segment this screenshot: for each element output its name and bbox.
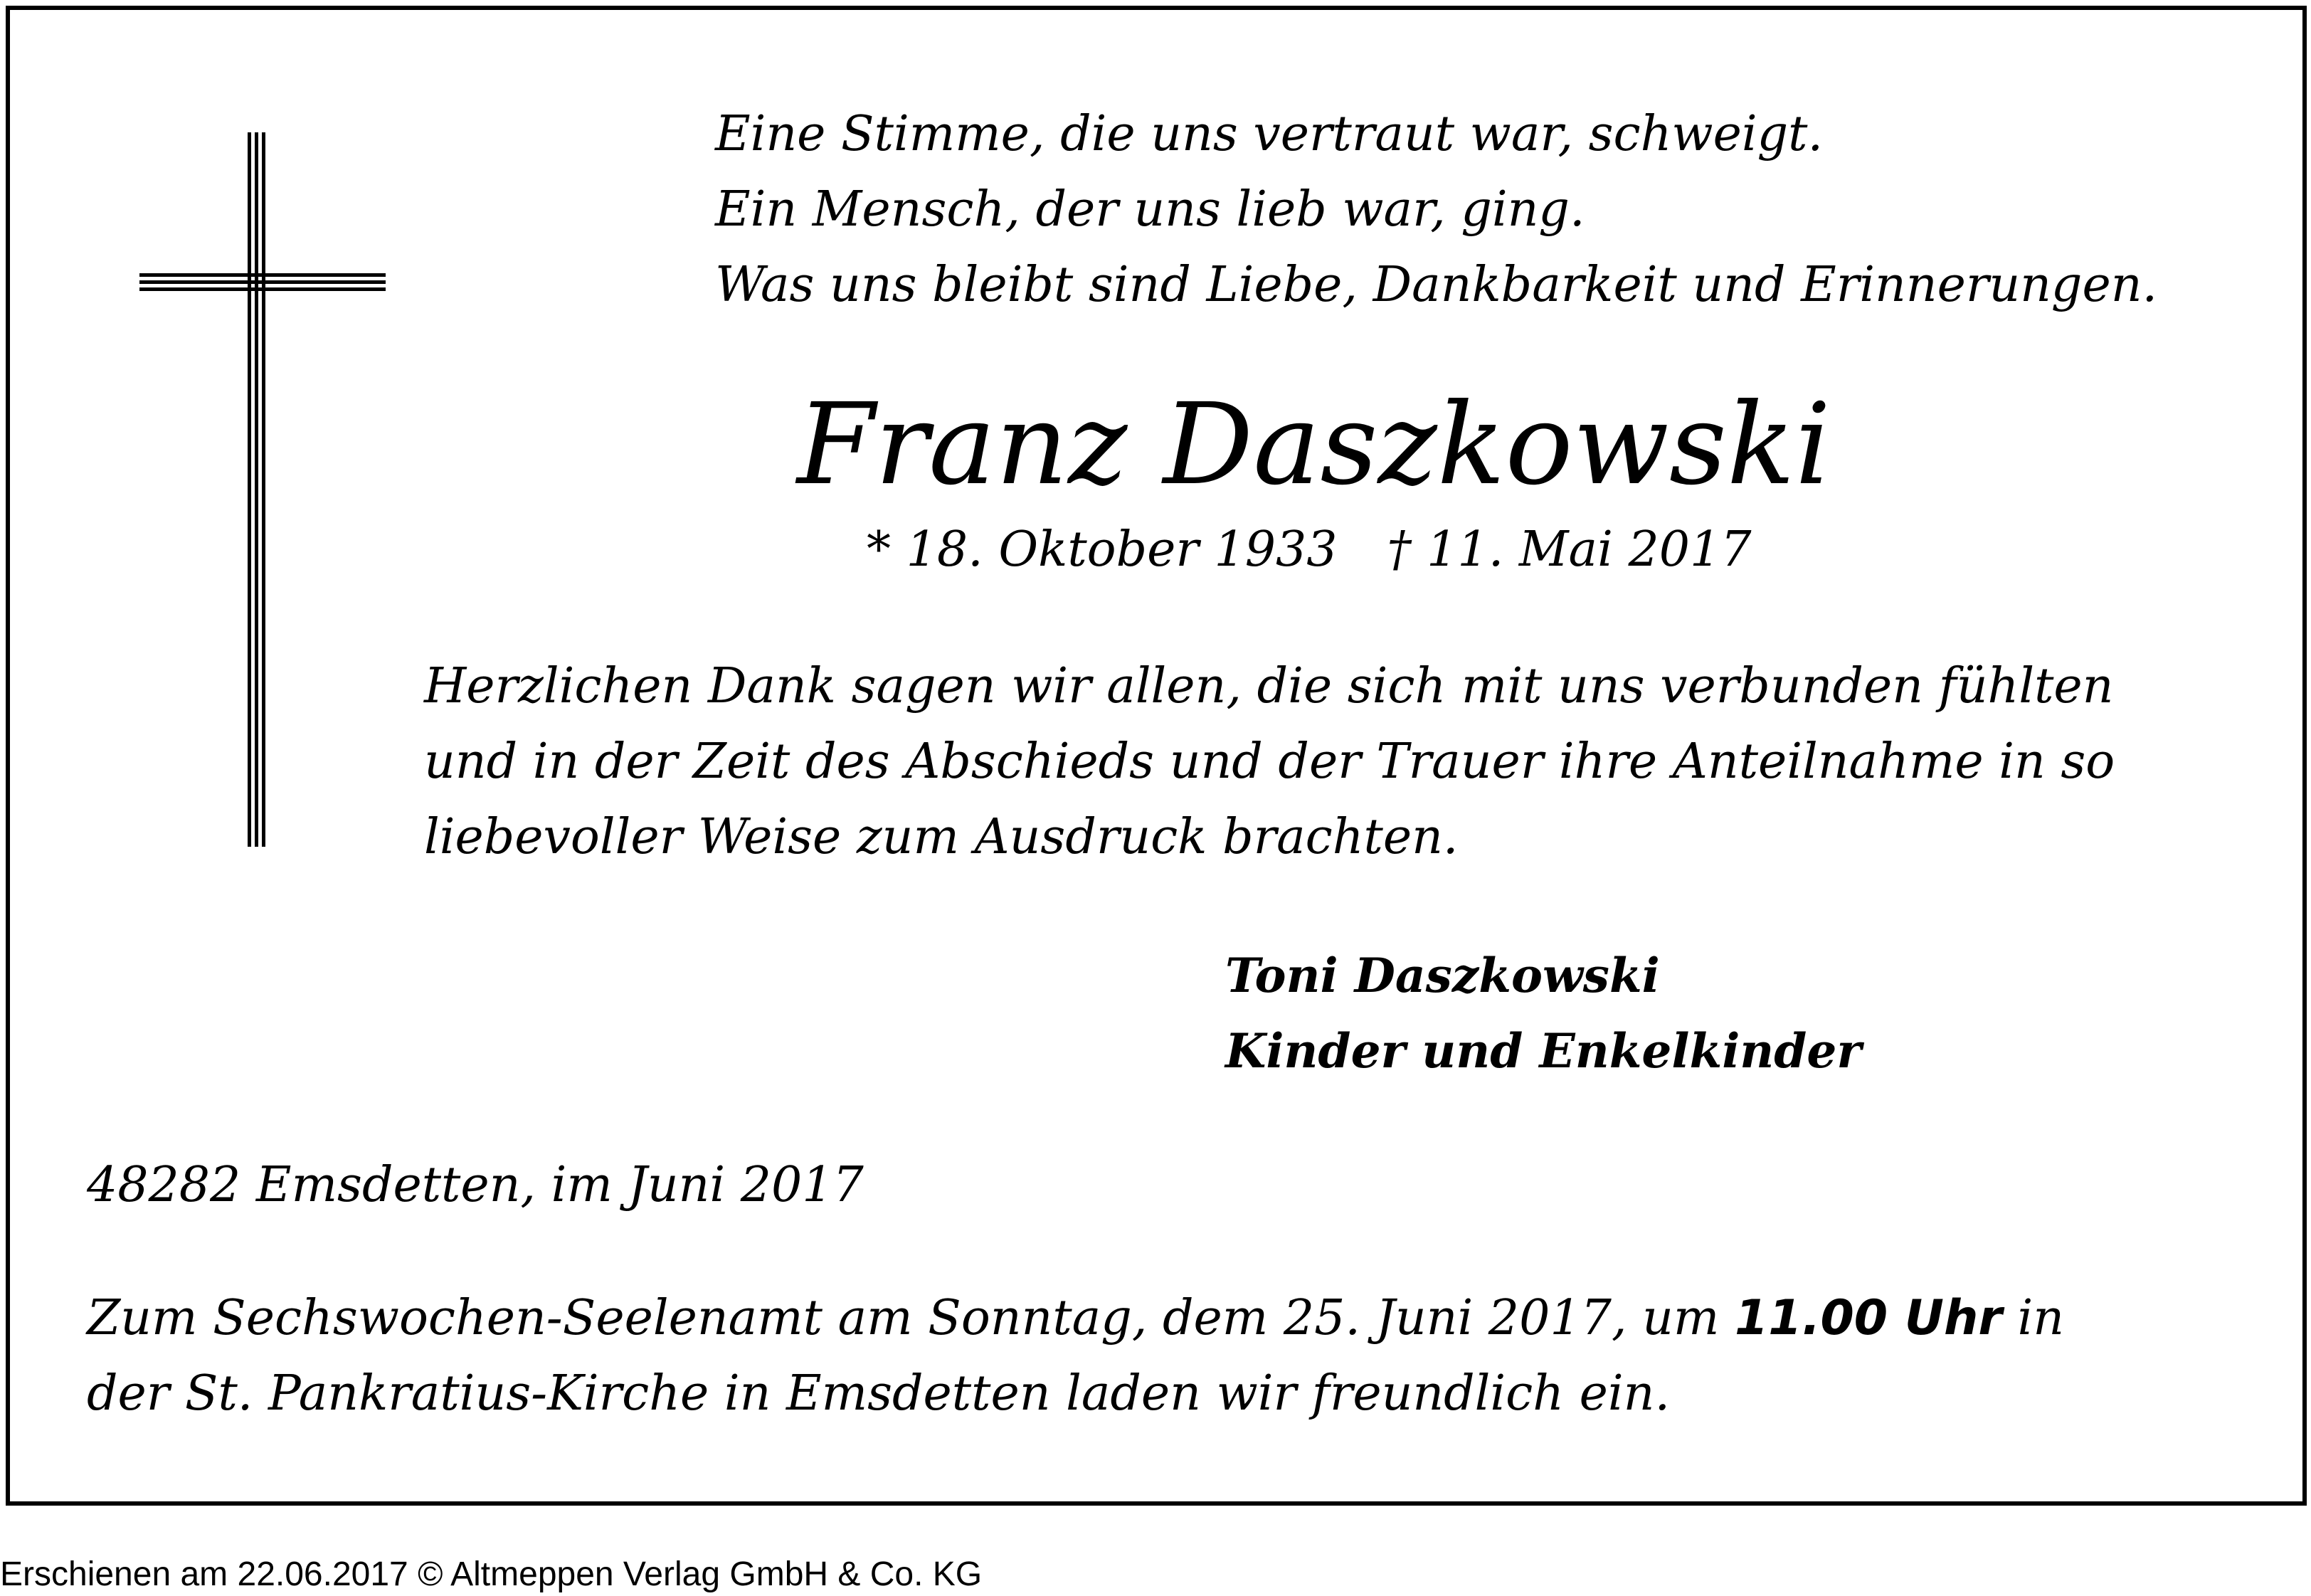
thanks-line: liebevoller Weise zum Ausdruck brachten. bbox=[424, 809, 1459, 865]
life-dates bbox=[867, 518, 1752, 582]
thanks-text bbox=[424, 649, 2115, 875]
cross-icon bbox=[139, 132, 386, 847]
invitation-line-2: der St. Pankratius-Kirche in Emsdetten laden wir freundlich ein. bbox=[87, 1365, 1671, 1422]
place-date: 48282 Emsdetten, im Juni 2017 bbox=[87, 1157, 864, 1213]
signer-line: Toni Daszkowski bbox=[1225, 948, 1660, 1003]
signers bbox=[1225, 938, 1861, 1089]
invitation-time: 11.00 Uhr bbox=[1734, 1290, 2002, 1346]
thanks-line: Herzlichen Dank sagen wir allen, die sich mit uns verbunden fühlten bbox=[424, 658, 2114, 714]
invitation-line-1 bbox=[87, 1281, 2064, 1356]
poem-line: Ein Mensch, der uns lieb war, ging. bbox=[715, 181, 1585, 238]
publication-footer: Erschienen am 22.06.2017 © Altmeppen Verlag GmbH & Co. KG bbox=[0, 1555, 983, 1593]
invitation-text: Zum Sechswochen-Seelenamt am Sonntag, dem 25. Juni 2017, um bbox=[87, 1290, 1735, 1346]
signer-line: Kinder und Enkelkinder bbox=[1225, 1023, 1862, 1079]
deceased-name: Franz Daszkowski bbox=[797, 379, 1831, 510]
poem bbox=[715, 97, 2157, 323]
death-date: † 11. Mai 2017 bbox=[1387, 522, 1752, 578]
invitation bbox=[87, 1281, 2064, 1432]
poem-line: Was uns bleibt sind Liebe, Dankbarkeit und Erinnerungen. bbox=[715, 257, 2158, 313]
poem-line: Eine Stimme, die uns vertraut war, schweigt. bbox=[715, 106, 1824, 162]
birth-date: * 18. Oktober 1933 bbox=[867, 522, 1338, 578]
thanks-line: und in der Zeit des Abschieds und der Trauer ihre Anteilnahme in so bbox=[424, 734, 2115, 790]
invitation-text: in bbox=[2001, 1290, 2065, 1346]
